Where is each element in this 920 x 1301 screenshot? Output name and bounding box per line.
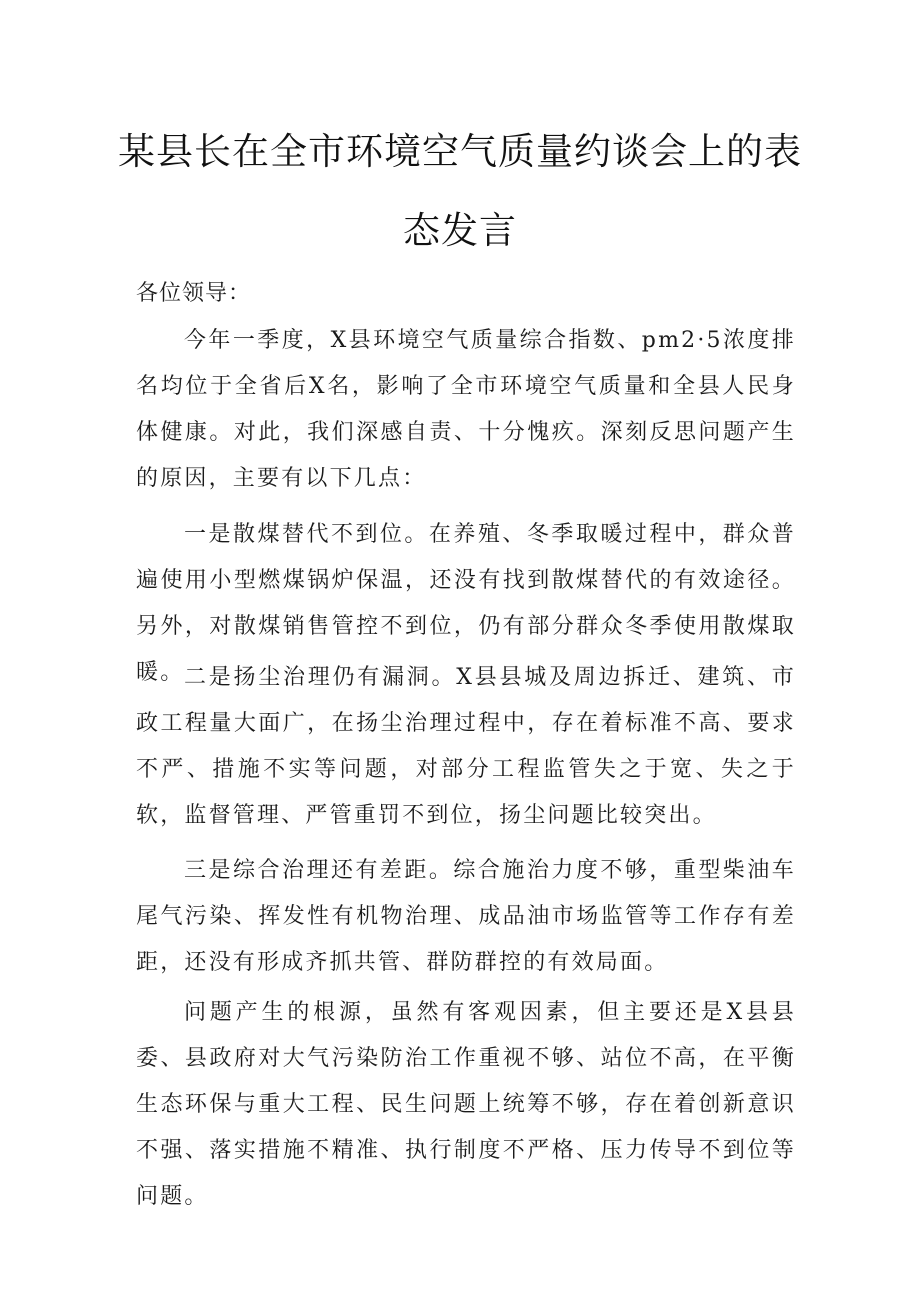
paragraph-intro: 今年一季度，X县环境空气质量综合指数、pm2·5浓度排名均位于全省后X名，影响了全市环境空气质量和全县人民身体健康。对此，我们深感自责、十分愧疚。深刻反思问题产生的原因，主要有以下几点： [136, 328, 796, 491]
document-title-line-1: 某县长在全市环境空气质量约谈会上的表 [118, 130, 802, 173]
document-title-line-2: 态发言 [403, 209, 517, 252]
salutation: 各位领导： [136, 281, 252, 306]
paragraph-root-cause: 问题产生的根源，虽然有客观因素，但主要还是X县县委、县政府对大气污染防治工作重视不够、站位不高，在平衡生态环保与重大工程、民生问题上统筹不够，存在着创新意识不强、落实措施不精准、执行制度不严格、压力传导不到位等问题。 [136, 1000, 796, 1209]
paragraph-coal-substitution: 一是散煤替代不到位。在养殖、冬季取暖过程中，群众普遍使用小型燃煤锅炉保温，还没有找到散煤替代的有效途径。另外，对散煤销售管控不到位，仍有部分群众冬季使用散煤取暖。 [136, 522, 796, 685]
paragraph-comprehensive-governance: 三是综合治理还有差距。综合施治力度不够，重型柴油车尾气污染、挥发性有机物治理、成品油市场监管等工作存有差距，还没有形成齐抓共管、群防群控的有效局面。 [136, 858, 796, 975]
paragraph-dust-control: 二是扬尘治理仍有漏洞。X县县城及周边拆迁、建筑、市政工程量大面广，在扬尘治理过程中，存在着标准不高、要求不严、措施不实等问题，对部分工程监管失之于宽、失之于软，监督管理、严管重罚不到位，扬尘问题比较突出。 [136, 665, 796, 828]
